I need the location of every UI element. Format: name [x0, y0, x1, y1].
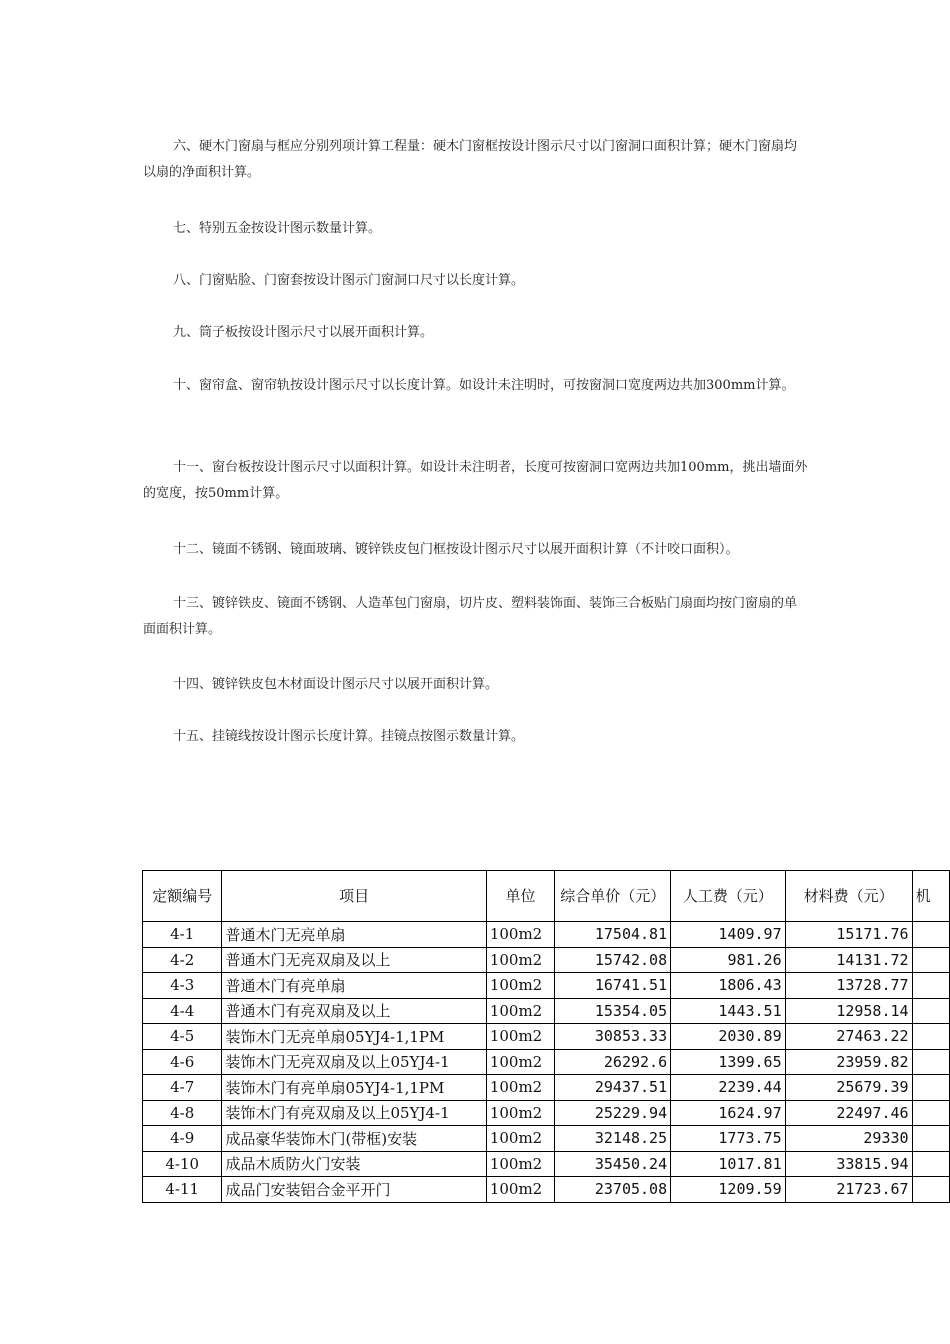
- header-code: 定额编号: [143, 871, 222, 922]
- rates-table: [142, 870, 950, 1203]
- paragraph-6: 六、硬木门窗扇与框应分别列项计算工程量：硬木门窗框按设计图示尺寸以门窗洞口面积计算；硬木门窗扇均以扇的净面积计算。: [143, 139, 798, 180]
- table-row: [143, 1049, 950, 1075]
- cell-labor-cost: 2030.89: [671, 1024, 786, 1050]
- cell-code: 4-9: [143, 1126, 222, 1152]
- cell-labor-cost: 981.26: [671, 947, 786, 973]
- cell-item: 成品豪华装饰木门(带框)安装: [222, 1126, 486, 1152]
- header-item: 项目: [222, 871, 486, 922]
- cell-unit-price: 15354.05: [555, 998, 671, 1024]
- paragraph-7: 七、特别五金按设计图示数量计算。: [173, 221, 382, 236]
- cell-labor-cost: 1806.43: [671, 973, 786, 999]
- cell-unit: 100m2: [486, 947, 554, 973]
- cell-unit-price: 23705.08: [555, 1177, 671, 1203]
- header-machine-cost: 机: [912, 871, 949, 922]
- cell-unit-price: 35450.24: [555, 1151, 671, 1177]
- cell-code: 4-4: [143, 998, 222, 1024]
- header-unit: 单位: [486, 871, 554, 922]
- table-header-row: [143, 871, 950, 922]
- cell-machine-cost: [912, 998, 949, 1024]
- cell-unit: 100m2: [486, 1126, 554, 1152]
- cell-code: 4-1: [143, 922, 222, 948]
- table-row: [143, 1177, 950, 1203]
- cell-item: 装饰木门无亮单扇05YJ4-1,1PM: [222, 1024, 486, 1050]
- cell-machine-cost: [912, 1024, 949, 1050]
- cell-material-cost: 29330: [785, 1126, 912, 1152]
- cell-machine-cost: [912, 1126, 949, 1152]
- table-row: [143, 947, 950, 973]
- cell-machine-cost: [912, 1100, 949, 1126]
- paragraph-12: 十二、镜面不锈钢、镜面玻璃、镀锌铁皮包门框按设计图示尺寸以展开面积计算（不计咬口面积）。: [173, 542, 739, 557]
- cell-unit: 100m2: [486, 922, 554, 948]
- table-row: [143, 1126, 950, 1152]
- cell-unit: 100m2: [486, 1151, 554, 1177]
- cell-code: 4-5: [143, 1024, 222, 1050]
- paragraph-14: 十四、镀锌铁皮包木材面设计图示尺寸以展开面积计算。: [173, 677, 499, 692]
- cell-material-cost: 15171.76: [785, 922, 912, 948]
- table-row: [143, 922, 950, 948]
- cell-material-cost: 33815.94: [785, 1151, 912, 1177]
- cell-unit-price: 32148.25: [555, 1126, 671, 1152]
- cell-labor-cost: 1443.51: [671, 998, 786, 1024]
- cell-unit-price: 26292.6: [555, 1049, 671, 1075]
- cell-item: 成品门安装铝合金平开门: [222, 1177, 486, 1203]
- cell-code: 4-11: [143, 1177, 222, 1203]
- cell-labor-cost: 1624.97: [671, 1100, 786, 1126]
- paragraph-11: 十一、窗台板按设计图示尺寸以面积计算。如设计未注明者，长度可按窗洞口宽两边共加100mm，挑出墙面外的宽度，按50mm计算。: [143, 460, 808, 501]
- cell-unit: 100m2: [486, 1024, 554, 1050]
- paragraph-13: 十三、镀锌铁皮、镜面不锈钢、人造革包门窗扇，切片皮、塑料装饰面、装饰三合板贴门扇面均按门窗扇的单面面积计算。: [143, 596, 798, 637]
- cell-machine-cost: [912, 1049, 949, 1075]
- table-row: [143, 973, 950, 999]
- paragraph-10: 十、窗帘盒、窗帘轨按设计图示尺寸以长度计算。如设计未注明时，可按窗洞口宽度两边共加300mm计算。: [173, 378, 795, 393]
- cell-unit: 100m2: [486, 973, 554, 999]
- cell-machine-cost: [912, 1151, 949, 1177]
- table-row: [143, 1100, 950, 1126]
- cell-unit-price: 29437.51: [555, 1075, 671, 1101]
- cell-material-cost: 23959.82: [785, 1049, 912, 1075]
- cell-machine-cost: [912, 973, 949, 999]
- cell-item: 普通木门无亮双扇及以上: [222, 947, 486, 973]
- cell-material-cost: 12958.14: [785, 998, 912, 1024]
- cell-unit-price: 15742.08: [555, 947, 671, 973]
- cell-item: 成品木质防火门安装: [222, 1151, 486, 1177]
- cell-item: 装饰木门无亮双扇及以上05YJ4-1: [222, 1049, 486, 1075]
- cell-unit-price: 17504.81: [555, 922, 671, 948]
- paragraph-15: 十五、挂镜线按设计图示长度计算。挂镜点按图示数量计算。: [173, 729, 525, 744]
- header-material-cost: 材料费（元）: [785, 871, 912, 922]
- table-row: [143, 1151, 950, 1177]
- cell-material-cost: 22497.46: [785, 1100, 912, 1126]
- paragraph-8: 八、门窗贴脸、门窗套按设计图示门窗洞口尺寸以长度计算。: [173, 273, 525, 288]
- cell-labor-cost: 1409.97: [671, 922, 786, 948]
- cell-machine-cost: [912, 922, 949, 948]
- cell-material-cost: 14131.72: [785, 947, 912, 973]
- cell-unit: 100m2: [486, 1049, 554, 1075]
- cell-code: 4-2: [143, 947, 222, 973]
- cell-labor-cost: 1017.81: [671, 1151, 786, 1177]
- cell-unit: 100m2: [486, 1177, 554, 1203]
- header-unit-price: 综合单价（元）: [555, 871, 671, 922]
- cell-labor-cost: 1773.75: [671, 1126, 786, 1152]
- cell-item: 普通木门有亮单扇: [222, 973, 486, 999]
- table-row: [143, 1024, 950, 1050]
- cell-labor-cost: 1209.59: [671, 1177, 786, 1203]
- cell-machine-cost: [912, 947, 949, 973]
- cell-unit-price: 25229.94: [555, 1100, 671, 1126]
- cell-labor-cost: 2239.44: [671, 1075, 786, 1101]
- cell-material-cost: 21723.67: [785, 1177, 912, 1203]
- cell-code: 4-10: [143, 1151, 222, 1177]
- cell-unit: 100m2: [486, 1075, 554, 1101]
- cell-unit: 100m2: [486, 998, 554, 1024]
- cell-labor-cost: 1399.65: [671, 1049, 786, 1075]
- cell-code: 4-8: [143, 1100, 222, 1126]
- cell-machine-cost: [912, 1177, 949, 1203]
- cell-code: 4-6: [143, 1049, 222, 1075]
- cell-material-cost: 25679.39: [785, 1075, 912, 1101]
- cell-item: 普通木门无亮单扇: [222, 922, 486, 948]
- cell-item: 装饰木门有亮双扇及以上05YJ4-1: [222, 1100, 486, 1126]
- cell-machine-cost: [912, 1075, 949, 1101]
- cell-code: 4-3: [143, 973, 222, 999]
- header-labor-cost: 人工费（元）: [671, 871, 786, 922]
- cell-material-cost: 13728.77: [785, 973, 912, 999]
- cell-code: 4-7: [143, 1075, 222, 1101]
- cell-material-cost: 27463.22: [785, 1024, 912, 1050]
- cell-unit: 100m2: [486, 1100, 554, 1126]
- table-row: [143, 1075, 950, 1101]
- cell-item: 普通木门有亮双扇及以上: [222, 998, 486, 1024]
- cell-unit-price: 30853.33: [555, 1024, 671, 1050]
- table-row: [143, 998, 950, 1024]
- cell-item: 装饰木门有亮单扇05YJ4-1,1PM: [222, 1075, 486, 1101]
- paragraph-9: 九、筒子板按设计图示尺寸以展开面积计算。: [173, 325, 434, 340]
- cell-unit-price: 16741.51: [555, 973, 671, 999]
